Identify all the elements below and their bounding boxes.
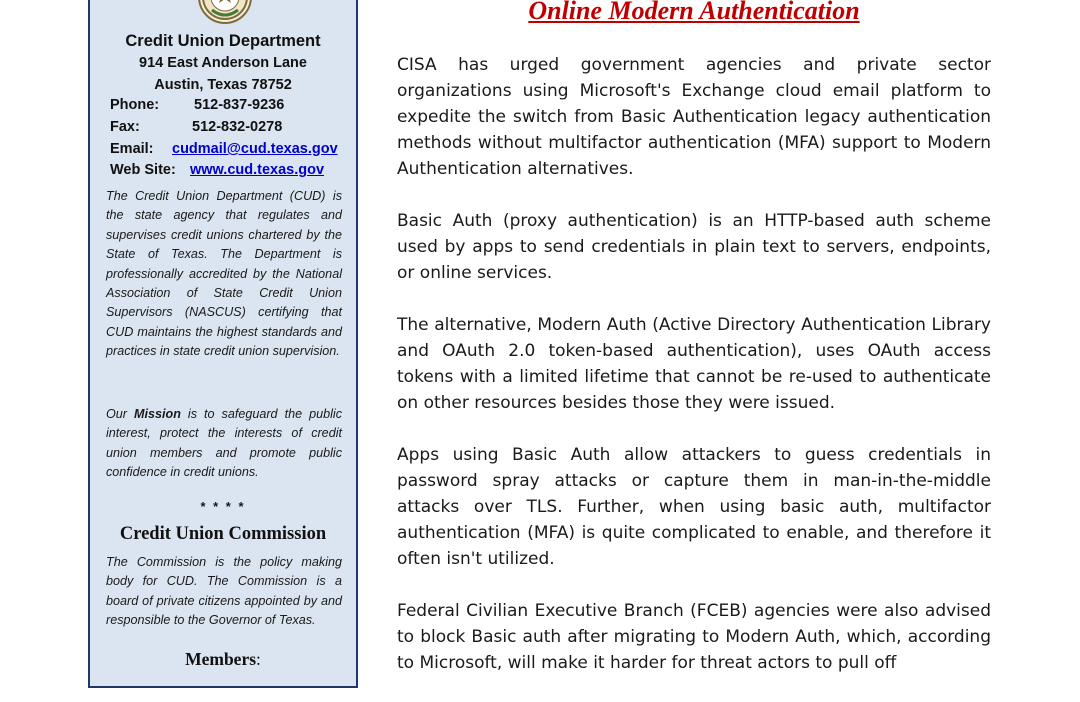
contact-block bbox=[90, 30, 356, 96]
department-name: Credit Union Department bbox=[125, 32, 321, 50]
article-paragraph: CISA has urged government agencies and private sector organizations using Microsoft's Exchange cloud email platform to expedite the switch from Basic Authentication legacy authentication methods without multifactor authentication (MFA) support to Modern Authentication alternatives. bbox=[397, 55, 991, 179]
website-row bbox=[110, 160, 325, 180]
commission-title: Credit Union Commission bbox=[119, 524, 327, 544]
address-line-2: Austin, Texas 78752 bbox=[154, 77, 292, 93]
members-colon: : bbox=[256, 649, 261, 669]
fax-row bbox=[110, 117, 283, 137]
state-seal-icon bbox=[198, 0, 252, 24]
website-label: Web Site: bbox=[110, 162, 176, 178]
fax-number: 512-832-0278 bbox=[192, 119, 283, 135]
address-line-1: 914 East Anderson Lane bbox=[139, 55, 307, 71]
members-label: Members bbox=[185, 649, 257, 669]
article-paragraph: Federal Civilian Executive Branch (FCEB) agencies were also advised to block Basic auth after migrating to Modern Auth, which, according to Microsoft, will make it harder for threat actors to pull off bbox=[397, 601, 991, 673]
article-paragraph: Apps using Basic Auth allow attackers to guess credentials in password spray attacks or capture them in man-in-the-middle attacks over TLS. Further, when using basic auth, multifactor authentication (MFA) is quite complicated to enable, and therefore it often isn't utilized. bbox=[397, 445, 991, 569]
article-paragraph: Basic Auth (proxy authentication) is an HTTP-based auth scheme used by apps to send credentials in plain text to servers, endpoints, or online services. bbox=[397, 211, 991, 283]
mission-prefix: Our bbox=[106, 407, 135, 421]
fax-label: Fax: bbox=[110, 119, 140, 135]
section-separator: * * * * bbox=[200, 499, 246, 514]
phone-row bbox=[110, 95, 285, 115]
article-paragraph: The alternative, Modern Auth (Active Directory Authentication Library and OAuth 2.0 token-based authentication), uses OAuth access tokens with a limited lifetime that cannot be re-used to authenticate on other resources besides those they were issued. bbox=[397, 315, 991, 413]
mission-statement bbox=[106, 405, 342, 483]
email-row bbox=[110, 139, 338, 159]
website-link[interactable]: www.cud.texas.gov bbox=[190, 162, 325, 178]
email-link[interactable]: cudmail@cud.texas.gov bbox=[172, 141, 338, 157]
members-heading bbox=[90, 649, 356, 670]
email-label: Email: bbox=[110, 141, 154, 157]
department-description: The Credit Union Department (CUD) is the state agency that regulates and supervises credit unions chartered by the State of Texas. The Department is professionally accredited by the National Association of State Credit Union Supervisors (NASCUS) certifying that CUD maintains the highest standards and practices in state credit union supervision. bbox=[106, 189, 342, 359]
article-headline: Online Modern Authentication bbox=[528, 0, 860, 25]
mission-text: is to safeguard the public interest, protect the interests of credit union members and promote public confidence in credit unions. bbox=[106, 407, 342, 480]
phone-number: 512-837-9236 bbox=[194, 97, 285, 113]
mission-word: Mission bbox=[134, 407, 181, 421]
article-body bbox=[397, 52, 991, 702]
commission-description: The Commission is the policy making body for CUD. The Commission is a board of private citizens appointed by and responsible to the Governor of Texas. bbox=[106, 555, 342, 628]
phone-label: Phone: bbox=[110, 97, 160, 113]
sidebar-contact-panel bbox=[88, 0, 358, 688]
